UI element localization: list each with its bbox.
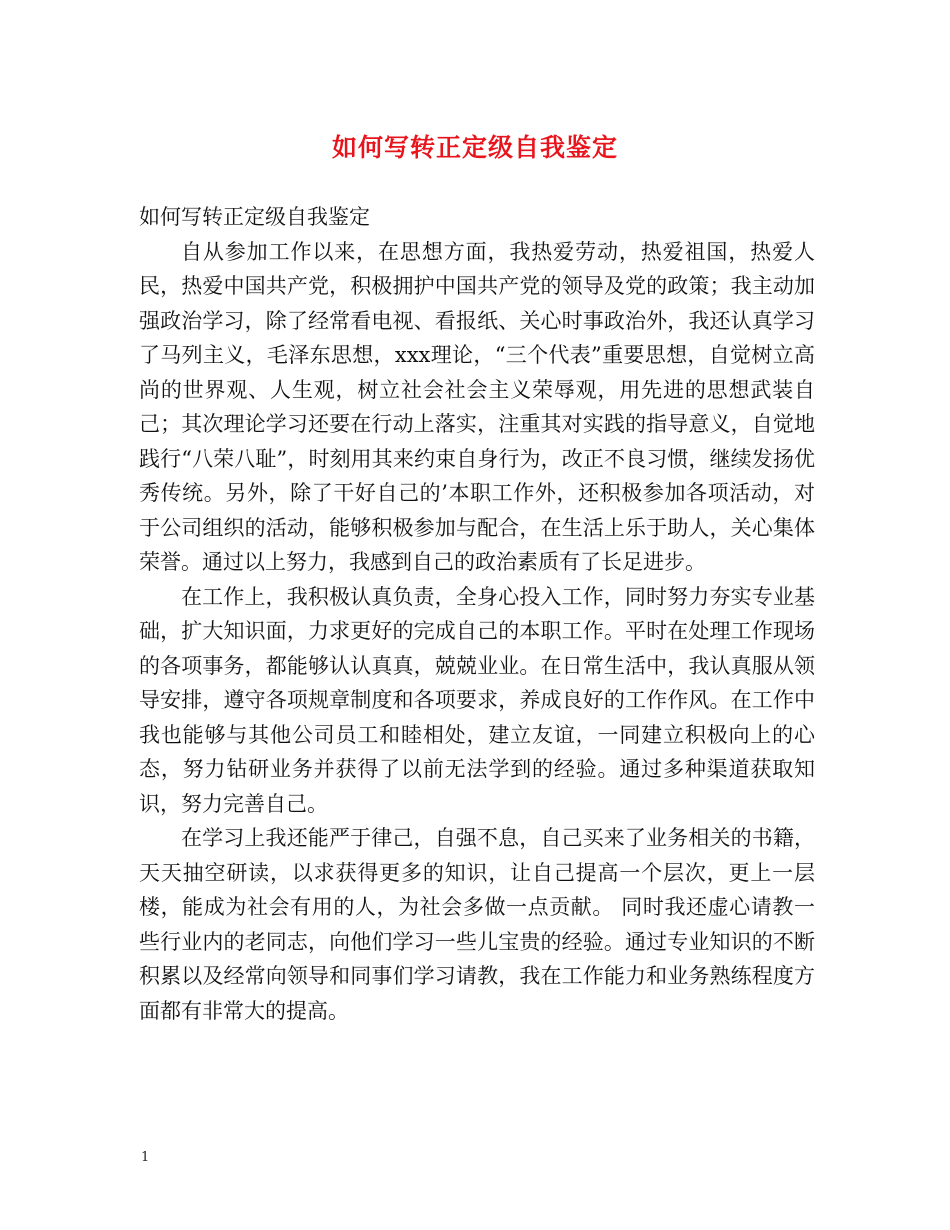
document-subtitle: 如何写转正定级自我鉴定 [139, 205, 370, 229]
page-number: 1 [141, 1150, 150, 1165]
document-title: 如何写转正定级自我鉴定 [331, 133, 618, 162]
paragraph-study: 在学习上我还能严于律己，自强不息，自己买来了业务相关的书籍，天天抽空研读，以求获得更多的知识，让自己提高一个层次，更上一层楼，能成为社会有用的人，为社会多做一点贡献。 同时我还虚心请教一些行业内的老同志，向他们学习一些儿宝贵的经验。通过专业知识的不断积累以及经常向领导和同事们学习请教，我在工作能力和业务熟练程度方面都有非常大的提高。 [139, 826, 815, 1023]
paragraph-ideology: 自从参加工作以来，在思想方面，我热爱劳动，热爱祖国，热爱人民，热爱中国共产党，积极拥护中国共产党的领导及党的政策；我主动加强政治学习，除了经常看电视、看报纸、关心时事政治外，我还认真学习了马列主义，毛泽东思想，xxx理论，“三个代表”重要思想，自觉树立高尚的世界观、人生观，树立社会社会主义荣辱观，用先进的思想武装自己；其次理论学习还要在行动上落实，注重其对实践的指导意义，自觉地践行“八荣八耻”，时刻用其来约束自身行为，改正不良习惯，继续发扬优秀传统。另外，除了干好自己的’本职工作外，还积极参加各项活动，对于公司组织的活动，能够积极参加与配合，在生活上乐于助人，关心集体荣誉。通过以上努力，我感到自己的政治素质有了长足进步。 [139, 239, 815, 574]
document-body [139, 200, 815, 1028]
paragraph-work: 在工作上，我积极认真负责，全身心投入工作，同时努力夯实专业基础，扩大知识面，力求更好的完成自己的本职工作。平时在处理工作现场的各项事务，都能够认认真真，兢兢业业。在日常生活中，我认真服从领导安排，遵守各项规章制度和各项要求，养成良好的工作作风。在工作中我也能够与其他公司员工和睦相处，建立友谊，一同建立积极向上的心态，努力钻研业务并获得了以前无法学到的经验。通过多种渠道获取知识，努力完善自己。 [139, 584, 815, 816]
